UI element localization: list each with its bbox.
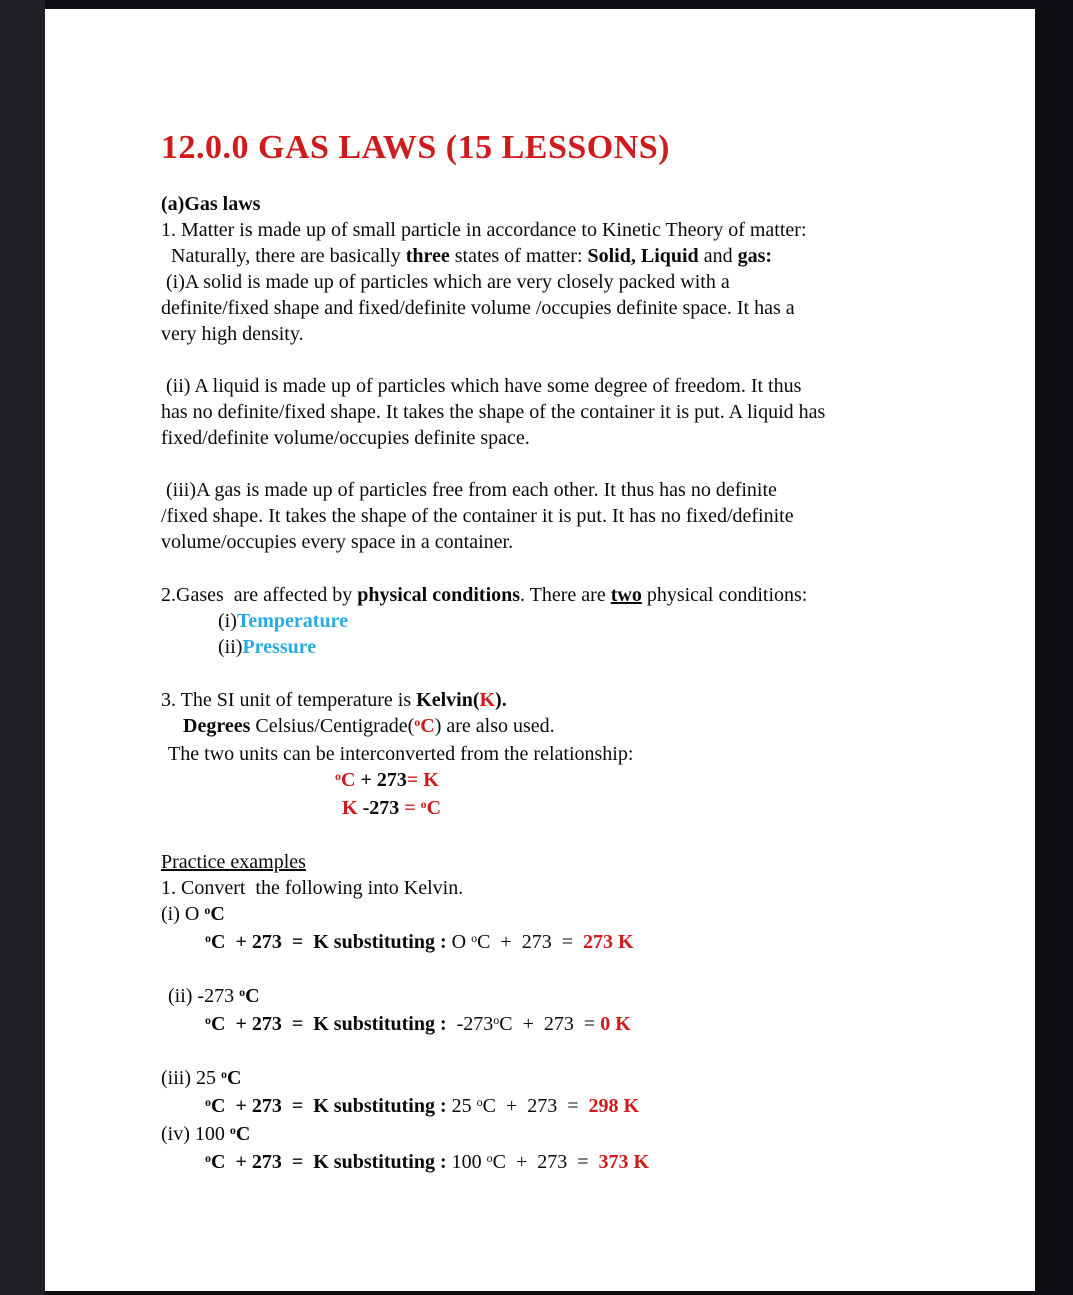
text-segment: two xyxy=(610,584,642,606)
text-segment: C xyxy=(211,1095,226,1117)
text-segment: = K xyxy=(406,769,439,791)
text-segment: C xyxy=(492,1151,506,1173)
text-segment: o xyxy=(205,1013,211,1027)
text-segment: 298 K xyxy=(588,1095,640,1117)
text-segment: o xyxy=(486,1151,493,1165)
text-segment: C xyxy=(420,715,435,737)
paragraph-block xyxy=(161,849,981,957)
text-segment: three xyxy=(405,245,450,267)
text-line xyxy=(161,875,981,901)
text-segment: o xyxy=(205,931,211,945)
text-segment: + 273 = K substituting : xyxy=(225,1151,452,1173)
text-segment: O xyxy=(451,931,472,953)
text-segment: C xyxy=(245,985,260,1007)
text-segment: -273 xyxy=(362,797,405,819)
text-segment: C xyxy=(499,1013,513,1035)
text-line xyxy=(161,269,981,295)
paragraph-block xyxy=(161,582,981,660)
text-segment: o xyxy=(221,1067,227,1081)
text-segment: C xyxy=(211,1013,226,1035)
text-segment: + 273 = K substituting : xyxy=(225,1095,452,1117)
text-segment: /fixed shape. It takes the shape of the container it is put. It has no fixed/definite xyxy=(161,505,794,527)
text-segment: o xyxy=(471,931,478,945)
text-line xyxy=(161,1121,981,1149)
text-segment: 1. Matter is made up of small particle in accordance to Kinetic Theory of matter: xyxy=(161,219,807,241)
paragraph-block xyxy=(161,1065,981,1177)
text-segment: C xyxy=(211,1151,226,1173)
text-line xyxy=(161,767,981,795)
text-segment: 1. Convert the following into Kelvin. xyxy=(161,877,464,899)
text-line xyxy=(161,741,981,767)
text-segment: 373 K xyxy=(598,1151,650,1173)
text-line xyxy=(161,687,981,713)
text-segment: 0 K xyxy=(600,1013,631,1035)
text-line xyxy=(161,295,981,321)
text-segment: o xyxy=(493,1013,500,1027)
text-segment: C xyxy=(235,1123,251,1145)
text-segment: o xyxy=(205,1095,211,1109)
text-line xyxy=(161,849,981,875)
text-segment: o xyxy=(229,1123,236,1137)
document-page xyxy=(45,9,1035,1291)
text-line xyxy=(161,191,981,217)
text-segment: o xyxy=(204,903,211,917)
text-segment: (i) xyxy=(218,610,237,632)
text-segment: Temperature xyxy=(236,610,348,632)
paragraph-block xyxy=(161,373,981,451)
text-segment: (i) O xyxy=(161,903,205,925)
text-segment: + 273 xyxy=(355,769,407,791)
text-segment: o xyxy=(414,715,421,729)
text-segment: Naturally, there are basically xyxy=(161,245,406,267)
text-segment: 273 K xyxy=(582,931,634,953)
text-segment: (ii) xyxy=(218,636,243,658)
window-left-strip xyxy=(0,0,45,1295)
document-title: 12.0.0 GAS LAWS (15 LESSONS) xyxy=(161,129,671,166)
text-segment: C xyxy=(482,1095,496,1117)
text-segment: o xyxy=(205,1151,211,1165)
text-segment: Practice examples xyxy=(161,851,306,873)
text-line xyxy=(161,1011,981,1039)
text-segment: ( xyxy=(472,689,480,711)
text-segment: + 273 = xyxy=(512,1013,601,1035)
text-segment: fixed/definite volume/occupies definite space. xyxy=(161,427,530,449)
text-segment: 100 xyxy=(451,1151,487,1173)
text-segment: o xyxy=(420,797,427,811)
text-segment: C xyxy=(211,931,226,953)
text-line xyxy=(161,901,981,929)
text-line xyxy=(161,373,981,399)
text-segment: C xyxy=(341,769,356,791)
text-segment: o xyxy=(239,985,246,999)
text-line xyxy=(161,477,981,503)
text-segment: states of matter: xyxy=(449,245,588,267)
paragraph-block xyxy=(161,983,981,1039)
text-segment: 3. The SI unit of temperature is xyxy=(161,689,417,711)
text-segment: definite/fixed shape and fixed/definite volume /occupies definite space. It has a xyxy=(161,297,795,319)
text-line xyxy=(161,529,981,555)
text-segment: Degrees xyxy=(183,715,251,737)
text-line xyxy=(161,983,981,1011)
text-segment: ) are also used. xyxy=(434,715,555,737)
text-segment: (a)Gas laws xyxy=(161,193,261,215)
text-line xyxy=(161,321,981,347)
text-line xyxy=(161,929,981,957)
text-segment: Solid, Liquid xyxy=(587,245,699,267)
text-segment: K xyxy=(479,689,496,711)
text-line xyxy=(161,582,981,608)
text-line xyxy=(161,503,981,529)
text-segment: C xyxy=(477,931,491,953)
text-segment: volume/occupies every space in a container. xyxy=(161,531,514,553)
paragraph-block xyxy=(161,687,981,823)
text-line xyxy=(161,608,981,634)
text-segment: . There are xyxy=(520,584,611,606)
paragraph-block xyxy=(161,191,981,347)
text-segment: (ii) -273 xyxy=(168,985,240,1007)
text-line xyxy=(161,634,981,660)
text-segment: = xyxy=(404,797,421,819)
text-segment: The two units can be interconverted from the relationship: xyxy=(168,743,634,765)
text-segment: (iii)A gas is made up of particles free from each other. It thus has no definite xyxy=(161,479,777,501)
text-segment: 25 xyxy=(451,1095,477,1117)
text-segment: ). xyxy=(495,689,507,711)
text-segment: (i)A solid is made up of particles which are very closely packed with a xyxy=(161,271,730,293)
text-segment: and xyxy=(698,245,738,267)
text-segment: K xyxy=(342,797,363,819)
text-segment: very high density. xyxy=(161,323,304,345)
text-segment: (ii) A liquid is made up of particles which have some degree of freedom. It thus xyxy=(161,375,802,397)
text-segment: physical conditions: xyxy=(641,584,808,606)
text-line xyxy=(161,399,981,425)
text-segment: Pressure xyxy=(242,636,317,658)
text-segment: o xyxy=(335,769,341,783)
text-line xyxy=(161,243,981,269)
text-line xyxy=(161,795,981,823)
text-segment: + 273 = K substituting : xyxy=(225,1013,452,1035)
text-line xyxy=(161,713,981,741)
text-segment: + 273 = K substituting : xyxy=(225,931,452,953)
text-segment: 2.Gases are affected by xyxy=(161,584,358,606)
document-content xyxy=(161,127,981,1177)
text-segment: + 273 = xyxy=(495,1095,589,1117)
text-line xyxy=(161,1093,981,1121)
text-segment: -273 xyxy=(451,1013,494,1035)
text-line xyxy=(161,217,981,243)
text-segment: (iii) 25 xyxy=(161,1067,221,1089)
text-segment: physical conditions xyxy=(357,584,521,606)
text-segment: C xyxy=(227,1067,242,1089)
text-segment: (iv) 100 xyxy=(161,1123,230,1145)
text-segment: o xyxy=(476,1095,483,1109)
text-segment: Celsius/Centigrade( xyxy=(250,715,415,737)
text-segment: gas: xyxy=(737,245,773,267)
text-segment: C xyxy=(426,797,442,819)
paragraph-block xyxy=(161,477,981,555)
text-segment: + 273 = xyxy=(490,931,583,953)
text-segment: has no definite/fixed shape. It takes the shape of the container it is put. A liquid has xyxy=(161,401,826,423)
text-segment: C xyxy=(210,903,225,925)
text-line xyxy=(161,1149,981,1177)
text-segment: Kelvin xyxy=(416,689,473,711)
text-segment: + 273 = xyxy=(505,1151,599,1173)
text-line xyxy=(161,1065,981,1093)
text-line xyxy=(161,425,981,451)
